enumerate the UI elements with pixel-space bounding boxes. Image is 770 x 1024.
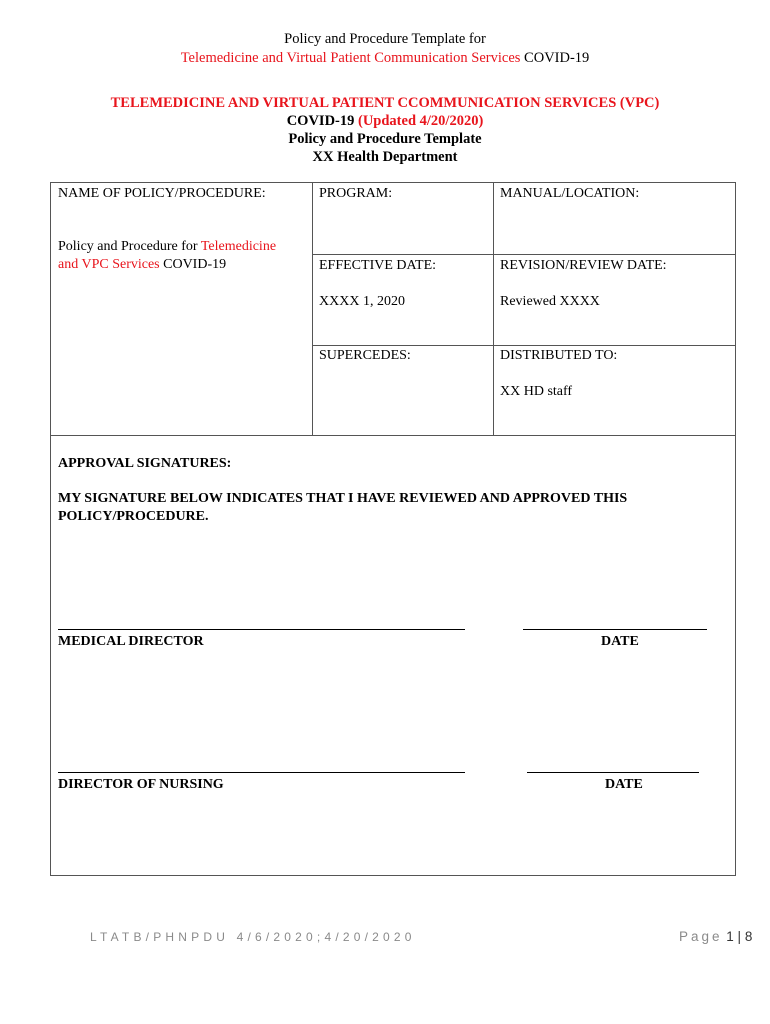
department-name: XX Health Department	[312, 149, 458, 165]
distributed-to-label: DISTRIBUTED TO:	[500, 348, 618, 363]
page-number	[679, 929, 752, 944]
approval-statement	[58, 490, 627, 526]
policy-name-prefix: Policy and Procedure for	[58, 239, 201, 254]
distributed-to-value: XX HD staff	[500, 384, 573, 399]
effective-date-value: XXXX 1, 2020	[319, 294, 405, 309]
header-line-2-black: COVID-19	[520, 50, 590, 66]
table-divider	[312, 183, 313, 435]
header-line-2	[0, 49, 770, 68]
policy-name-red-2: and VPC Services	[58, 257, 160, 272]
policy-name-red-1: Telemedicine	[200, 239, 277, 254]
medical-director-signature-line	[58, 629, 465, 630]
table-divider	[312, 254, 736, 255]
medical-director-date-line	[523, 629, 707, 630]
template-label: Policy and Procedure Template	[288, 131, 482, 147]
document-header	[0, 30, 770, 68]
approval-heading: APPROVAL SIGNATURES:	[58, 456, 232, 471]
approval-statement-line-1: MY SIGNATURE BELOW INDICATES THAT I HAVE REVIEWED AND APPROVED THIS	[58, 491, 628, 506]
medical-director-date-label: DATE	[601, 634, 639, 649]
director-nursing-signature-line	[58, 772, 465, 773]
document-title: TELEMEDICINE AND VIRTUAL PATIENT CCOMMUNICATION SERVICES (VPC)	[110, 95, 660, 111]
director-nursing-label: DIRECTOR OF NURSING	[58, 777, 224, 792]
policy-table	[50, 182, 736, 876]
table-divider	[51, 435, 736, 436]
medical-director-label: MEDICAL DIRECTOR	[58, 634, 204, 649]
director-nursing-date-line	[527, 772, 699, 773]
approval-statement-line-2: POLICY/PROCEDURE.	[58, 509, 209, 524]
table-divider	[312, 345, 736, 346]
footer-code: LTATB/PHNPDU 4/6/2020;4/20/2020	[90, 930, 416, 944]
policy-name-value	[58, 238, 308, 274]
page-current: 1 |	[722, 929, 745, 944]
director-nursing-date-label: DATE	[605, 777, 643, 792]
page-total: 8	[744, 929, 753, 944]
header-line-1: Policy and Procedure Template for	[284, 31, 486, 47]
policy-name-label: NAME OF POLICY/PROCEDURE:	[58, 186, 266, 201]
covid-label: COVID-19	[286, 113, 358, 129]
manual-location-label: MANUAL/LOCATION:	[500, 186, 640, 201]
effective-date-label: EFFECTIVE DATE:	[319, 258, 437, 273]
program-label: PROGRAM:	[319, 186, 393, 201]
supercedes-label: SUPERCEDES:	[319, 348, 411, 363]
updated-date: (Updated 4/20/2020)	[358, 113, 484, 129]
policy-name-suffix: COVID-19	[159, 257, 227, 272]
covid-update-line	[0, 112, 770, 130]
revision-date-value: Reviewed XXXX	[500, 294, 600, 309]
header-line-2-red: Telemedicine and Virtual Patient Communication Services	[180, 50, 521, 66]
document-title-block	[0, 94, 770, 166]
revision-date-label: REVISION/REVIEW DATE:	[500, 258, 667, 273]
table-divider	[493, 183, 494, 435]
page-word: Page	[679, 929, 723, 944]
